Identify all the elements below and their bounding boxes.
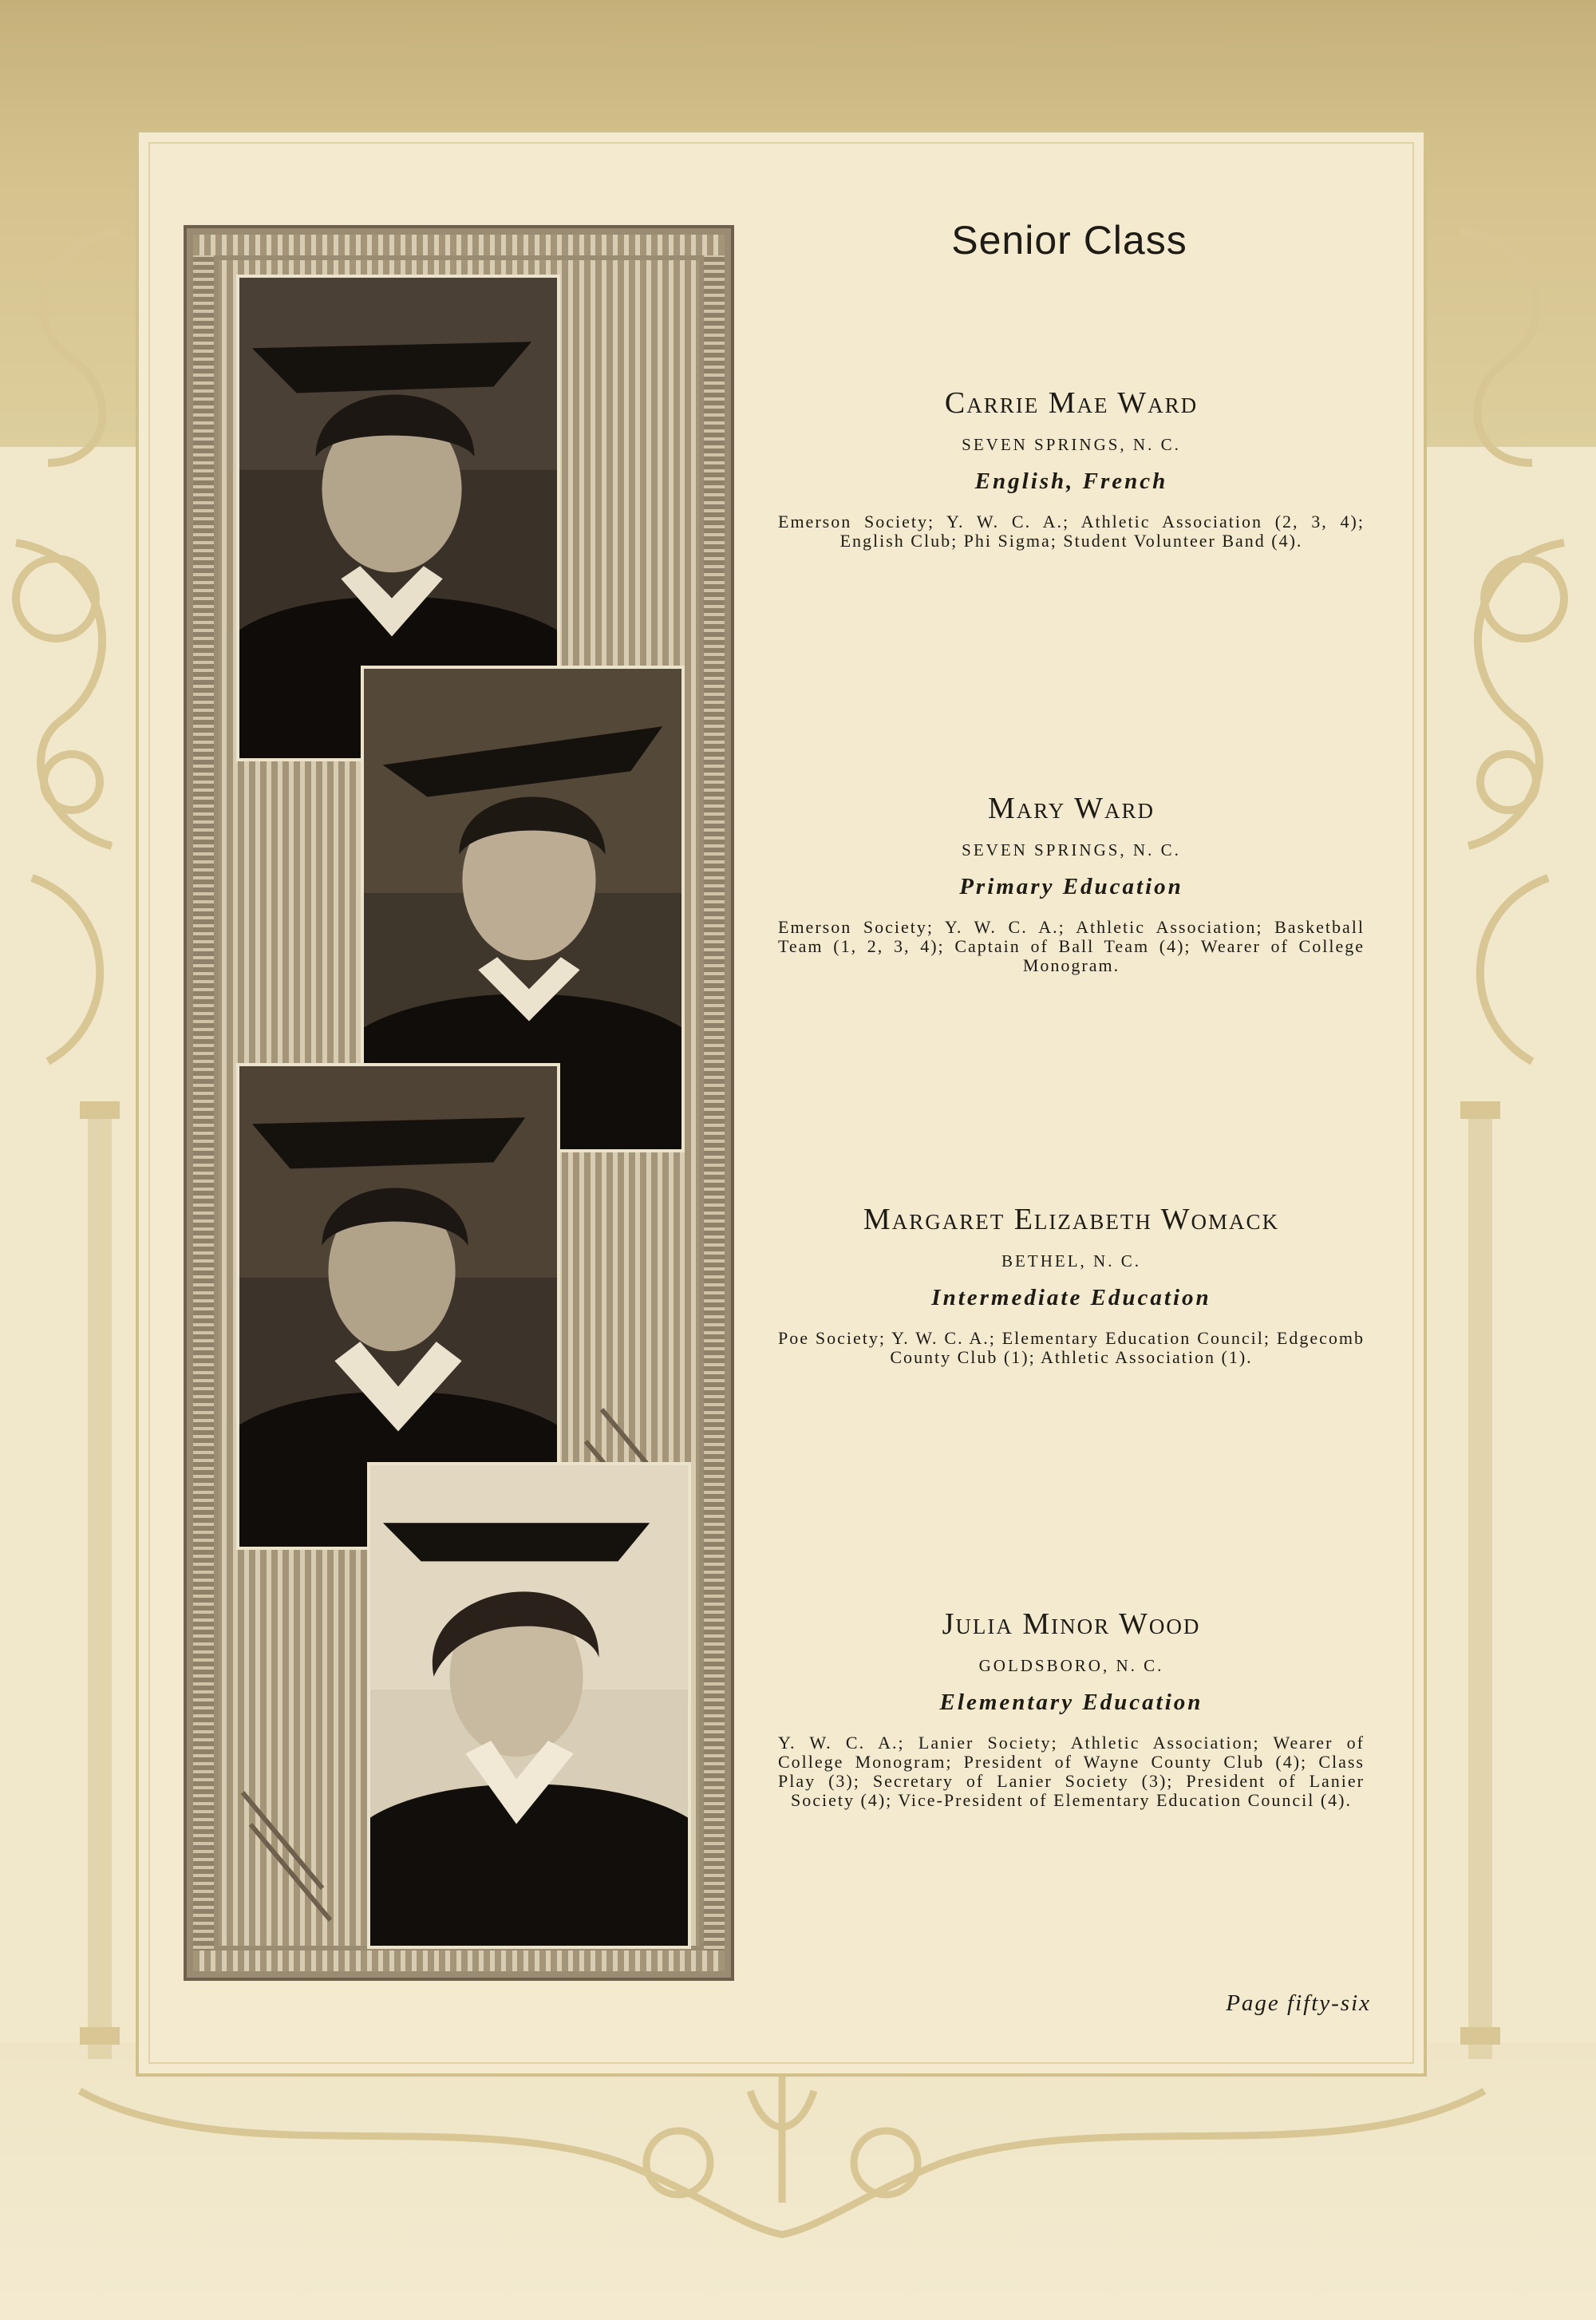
portrait-photo: [367, 1462, 691, 1949]
student-name: Julia Minor Wood: [942, 1607, 1201, 1641]
student-activities: Poe Society; Y. W. C. A.; Elementary Education Council; Edgecomb County Club (1); Athletic Association (1).: [778, 1328, 1365, 1367]
student-entry: [778, 385, 1365, 551]
page-title: Senior Class: [951, 218, 1187, 263]
student-hometown: SEVEN SPRINGS, N. C.: [962, 840, 1181, 860]
student-hometown: GOLDSBORO, N. C.: [978, 1656, 1164, 1675]
student-activities: Emerson Society; Y. W. C. A.; Athletic Association (2, 3, 4); English Club; Phi Sigma; Student Volunteer Band (4).: [778, 512, 1365, 551]
student-major: Intermediate Education: [931, 1285, 1211, 1310]
student-name: Margaret Elizabeth Womack: [863, 1203, 1280, 1236]
student-entry: [778, 1606, 1365, 1810]
student-hometown: SEVEN SPRINGS, N. C.: [962, 435, 1181, 454]
student-name: Mary Ward: [988, 792, 1155, 825]
portrait-strip: [184, 225, 734, 1981]
student-major: English, French: [974, 468, 1168, 494]
student-entry: [778, 790, 1365, 975]
student-activities: Y. W. C. A.; Lanier Society; Athletic Association; Wearer of College Monogram; President of Wayne County Club (4); Class Play (3); Secretary of Lanier Society (3); President of Lanier Society (4); Vice-President of Elementary Education Council (4).: [778, 1733, 1365, 1810]
student-activities: Emerson Society; Y. W. C. A.; Athletic Association; Basketball Team (1, 2, 3, 4); Captain of Ball Team (4); Wearer of College Monogram.: [778, 917, 1365, 975]
left-scroll-ornament: [0, 223, 144, 2075]
right-scroll-ornament: [1436, 223, 1580, 2075]
student-major: Primary Education: [959, 874, 1183, 899]
student-hometown: BETHEL, N. C.: [1001, 1251, 1141, 1271]
student-major: Elementary Education: [939, 1690, 1203, 1715]
student-name: Carrie Mae Ward: [944, 386, 1199, 420]
student-entry: [778, 1201, 1365, 1367]
page-number: Page fifty-six: [1226, 1990, 1371, 2016]
